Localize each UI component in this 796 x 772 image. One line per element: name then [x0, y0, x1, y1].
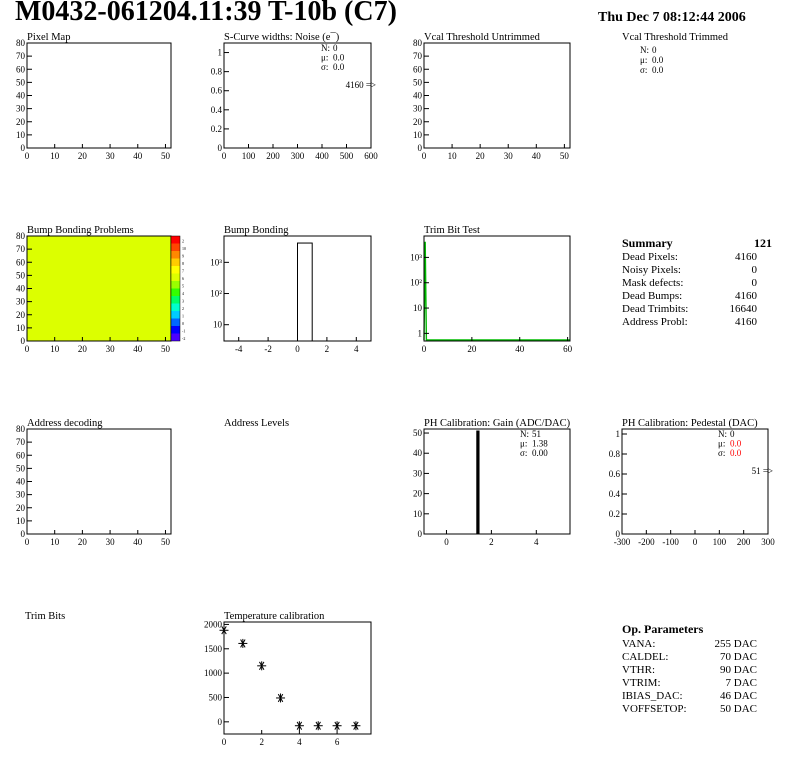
- ph-gain-ytick-label: 30: [413, 468, 422, 479]
- temperature-calibration-title: Temperature calibration: [224, 611, 325, 622]
- ph-gain-xtick-label: 0: [444, 537, 449, 547]
- ph-pedestal-ytick-label: 1: [615, 429, 620, 439]
- op-param-row: [622, 638, 757, 650]
- scurve-noise-stat-value: 0: [333, 43, 338, 53]
- ph-pedestal-xtick-label: -100: [662, 537, 679, 547]
- bump-problems-palette-label: 9: [182, 253, 184, 259]
- scurve-noise-xtick-label: 100: [241, 151, 256, 161]
- bump-problems-ytick-label: 70: [16, 244, 25, 255]
- vcal-untrimmed-ytick-label: 30: [413, 103, 422, 114]
- summary-label: Mask defects:: [622, 277, 684, 289]
- address-decoding-xtick-label: 20: [77, 537, 87, 547]
- summary-total: 121: [754, 236, 772, 250]
- bump-problems-ytick-label: 10: [16, 322, 25, 333]
- bump-problems-palette-cell: [171, 334, 180, 342]
- bump-problems-palette-label: 2: [182, 238, 184, 244]
- ph-pedestal-stat-label: μ:: [718, 438, 726, 449]
- vcal-untrimmed-ytick-label: 10: [413, 129, 422, 140]
- ph-pedestal-ytick-label: 0.8: [608, 449, 620, 459]
- temperature-calibration-point: [314, 721, 323, 730]
- bump-problems-xtick-label: 50: [160, 344, 170, 354]
- temperature-calibration-ytick-label: 500: [208, 692, 222, 703]
- address-decoding-ytick-label: 40: [16, 476, 25, 487]
- ph-gain-title: PH Calibration: Gain (ADC/DAC): [424, 418, 571, 429]
- summary-label: Dead Pixels:: [622, 251, 678, 263]
- vcal-untrimmed-xtick-label: 10: [447, 151, 457, 161]
- trim-bit-test-xtick-label: 40: [515, 344, 525, 354]
- bump-problems-fill: [27, 236, 171, 341]
- temperature-calibration-ytick-label: 1500: [204, 643, 222, 654]
- ph-pedestal-xtick-label: 300: [761, 537, 775, 547]
- vcal-untrimmed-xtick-label: 20: [475, 151, 485, 161]
- bump-problems-palette-label: -1: [182, 328, 186, 334]
- pixel-map-xtick-label: 20: [77, 151, 87, 161]
- bump-problems-palette-cell: [171, 244, 180, 252]
- bump-problems-ytick-label: 30: [16, 296, 25, 307]
- op-param-value: 70 DAC: [720, 651, 757, 663]
- pixel-map-xtick-label: 40: [133, 151, 143, 161]
- bump-bonding-ytick-label: 10: [213, 319, 222, 330]
- bump-problems-palette-cell: [171, 236, 180, 244]
- ph-gain-frame: [424, 429, 570, 534]
- address-decoding-xtick-label: 40: [133, 537, 143, 547]
- bump-problems-palette-cell: [171, 326, 180, 334]
- bump-problems-xtick-label: 20: [77, 344, 87, 354]
- ph-gain-ytick-label: 10: [413, 508, 422, 519]
- ph-gain-xtick-label: 4: [534, 537, 539, 547]
- summary-value: 0: [751, 277, 757, 289]
- bump-problems-xtick-label: 10: [50, 344, 60, 354]
- bump-problems-xtick-label: 40: [133, 344, 143, 354]
- temperature-calibration-point: [351, 721, 360, 730]
- bump-bonding-xtick-label: -2: [264, 344, 272, 354]
- op-param-label: CALDEL:: [622, 651, 669, 663]
- ph-pedestal-stat-value: 0: [730, 429, 735, 439]
- temperature-calibration-point: [276, 693, 285, 702]
- ph-gain-ytick-label: 0: [417, 529, 422, 539]
- bump-problems-palette-cell: [171, 296, 180, 304]
- bump-problems-palette-label: 6: [182, 276, 184, 281]
- bump-problems-palette-label: 1: [182, 313, 184, 319]
- op-param-value: 90 DAC: [720, 664, 757, 676]
- trim-bit-test-ytick-label: 1: [417, 328, 422, 339]
- ph-pedestal-stat-label: N:: [718, 429, 727, 439]
- pixel-map-xtick-label: 30: [105, 151, 115, 161]
- scurve-noise-ytick-label: 0.6: [210, 85, 222, 96]
- ph-gain-ytick-label: 40: [413, 448, 422, 459]
- bump-problems-palette-cell: [171, 274, 180, 282]
- date-stamp: Thu Dec 7 08:12:44 2006: [598, 10, 746, 25]
- trim-bit-test-frame: [424, 236, 570, 341]
- bump-problems-xtick-label: 0: [24, 344, 30, 354]
- bump-problems-ytick-label: 20: [16, 309, 25, 320]
- temperature-calibration-point: [295, 721, 304, 730]
- vcal-trimmed-stat-label: N:: [640, 45, 649, 55]
- bump-problems-palette-label: 2: [182, 306, 184, 311]
- ph-gain-stat-label: μ:: [520, 438, 528, 449]
- summary-value: 4160: [735, 316, 757, 328]
- vcal-trimmed-stat-label: σ:: [640, 65, 648, 75]
- temperature-calibration-ytick-label: 1000: [204, 668, 222, 679]
- pixel-map-ytick-label: 70: [16, 51, 25, 62]
- scurve-noise-ytick-label: 0.4: [210, 104, 222, 115]
- vcal-untrimmed-frame: [424, 43, 570, 148]
- bump-problems-title: Bump Bonding Problems: [27, 225, 134, 236]
- vcal-trimmed-title: Vcal Threshold Trimmed: [622, 32, 728, 43]
- summary-row-dead-pixels: [622, 251, 757, 263]
- summary-row-address-probl: [622, 316, 757, 328]
- summary-row-dead-bumps: [622, 290, 757, 302]
- vcal-trimmed-stat-value: 0.0: [652, 65, 664, 75]
- ph-pedestal-title: PH Calibration: Pedestal (DAC): [622, 418, 758, 429]
- bump-bonding-xtick-label: -4: [234, 344, 243, 354]
- vcal-untrimmed-title: Vcal Threshold Untrimmed: [424, 32, 540, 43]
- ph-pedestal-stat-value: 0.0: [730, 438, 742, 449]
- scurve-noise-ytick-label: 0.2: [210, 123, 222, 134]
- trim-bit-test-xtick-label: 60: [563, 344, 573, 354]
- scurve-noise-frame: [224, 43, 371, 148]
- address-decoding-ytick-label: 60: [16, 450, 25, 461]
- op-param-label: VOFFSETOP:: [622, 703, 687, 715]
- vcal-untrimmed-ytick-label: 60: [413, 64, 422, 75]
- scurve-noise-xtick-label: 600: [364, 151, 378, 161]
- vcal-untrimmed-ytick-label: 50: [413, 77, 422, 88]
- vcal-untrimmed-ytick-label: 40: [413, 90, 422, 101]
- address-decoding-ytick-label: 50: [16, 463, 25, 474]
- summary-value: 16640: [729, 303, 757, 315]
- ph-pedestal-ytick-label: 0: [615, 529, 620, 539]
- bump-problems-palette-label: 7: [182, 268, 184, 274]
- temperature-calibration-point: [238, 639, 247, 648]
- scurve-noise-xtick-label: 300: [290, 151, 305, 161]
- bump-problems-xtick-label: 30: [105, 344, 115, 354]
- trim-bit-test-xtick-label: 0: [421, 344, 427, 354]
- pixel-map-ytick-label: 50: [16, 77, 25, 88]
- op-param-label: VANA:: [622, 638, 656, 650]
- bump-problems-ytick-label: 50: [16, 270, 25, 281]
- vcal-untrimmed-ytick-label: 20: [413, 116, 422, 127]
- bump-bonding-ytick-label: 10³: [210, 257, 222, 268]
- trim-bit-test-ytick-label: 10: [413, 303, 422, 314]
- address-decoding-ytick-label: 30: [16, 489, 25, 500]
- temperature-calibration-xtick-label: 4: [297, 737, 302, 747]
- vcal-untrimmed-xtick-label: 50: [559, 151, 569, 161]
- summary-label: Dead Trimbits:: [622, 303, 689, 315]
- summary-value: 4160: [735, 251, 757, 263]
- ph-pedestal-xtick-label: -300: [613, 537, 631, 547]
- temperature-calibration-ytick-label: 2000: [204, 619, 222, 630]
- pixel-map-title: Pixel Map: [27, 32, 71, 43]
- summary-label: Noisy Pixels:: [622, 264, 681, 276]
- bump-problems-palette-label: 10: [182, 246, 186, 251]
- vcal-untrimmed-xtick-label: 0: [421, 151, 427, 161]
- bump-problems-ytick-label: 40: [16, 283, 25, 294]
- ph-gain-stat-value: 0.00: [532, 448, 548, 458]
- pixel-map-ytick-label: 0: [20, 143, 25, 153]
- op-param-value: 46 DAC: [720, 690, 757, 702]
- summary-header: [622, 236, 772, 251]
- scurve-noise-stat-label: N:: [321, 43, 330, 53]
- temperature-calibration-frame: [224, 622, 371, 734]
- vcal-trimmed-stat-value: 0: [652, 45, 657, 55]
- bump-problems-palette-cell: [171, 281, 180, 289]
- scurve-noise-overflow: 4160 =>: [345, 80, 376, 90]
- trim-bit-test-series-line: [424, 242, 570, 340]
- op-param-row: [622, 690, 757, 702]
- scurve-noise-stat-value: 0.0: [333, 52, 345, 63]
- bump-problems-ytick-label: 0: [20, 336, 25, 346]
- ph-pedestal-ytick-label: 0.6: [608, 469, 620, 479]
- trim-bit-test-title: Trim Bit Test: [424, 225, 480, 236]
- pixel-map-xtick-label: 10: [50, 151, 60, 161]
- ph-pedestal-stat-value: 0.0: [730, 448, 742, 458]
- vcal-untrimmed-ytick-label: 70: [413, 51, 422, 62]
- bump-bonding-title: Bump Bonding: [224, 225, 289, 236]
- op-parameters-title: Op. Parameters: [622, 622, 704, 636]
- scurve-noise-stat-label: μ:: [321, 52, 329, 63]
- ph-gain-stat-value: 1.38: [532, 438, 548, 449]
- op-param-label: VTRIM:: [622, 677, 661, 689]
- ph-gain-ytick-label: 50: [413, 428, 422, 439]
- scurve-noise-xtick-label: 0: [221, 151, 227, 161]
- summary-value: 4160: [735, 290, 757, 302]
- vcal-trimmed-stat-label: μ:: [640, 55, 648, 65]
- trim-bit-test-ytick-label: 10³: [410, 252, 422, 263]
- op-param-row: [622, 664, 757, 676]
- address-levels-title: Address Levels: [224, 418, 290, 429]
- ph-pedestal-stat-label: σ:: [718, 448, 726, 458]
- bump-problems-ytick-label: 60: [16, 257, 25, 268]
- scurve-noise-ytick-label: 0.8: [210, 66, 222, 77]
- scurve-noise-xtick-label: 500: [339, 151, 354, 161]
- bump-problems-palette-cell: [171, 319, 180, 327]
- temperature-calibration-xtick-label: 0: [221, 737, 227, 747]
- bump-problems-palette-cell: [171, 289, 180, 297]
- vcal-untrimmed-ytick-label: 0: [417, 143, 422, 153]
- address-decoding-xtick-label: 10: [50, 537, 60, 547]
- bump-bonding-bar: [298, 243, 313, 341]
- op-param-label: IBIAS_DAC:: [622, 690, 683, 702]
- address-decoding-ytick-label: 0: [20, 529, 25, 539]
- temperature-calibration-xtick-label: 6: [334, 737, 340, 747]
- pixel-map-ytick-label: 10: [16, 129, 25, 140]
- scurve-noise-xtick-label: 400: [315, 151, 329, 161]
- bump-problems-palette-label: 5: [182, 283, 184, 289]
- address-decoding-frame: [27, 429, 171, 534]
- trim-bit-test-xtick-label: 20: [467, 344, 477, 354]
- summary-title: Summary: [622, 236, 673, 250]
- bump-bonding-xtick-label: 4: [354, 344, 359, 354]
- pixel-map-ytick-label: 60: [16, 64, 25, 75]
- pixel-map-ytick-label: 80: [16, 38, 25, 48]
- summary-row-noisy-pixels: [622, 264, 757, 276]
- pixel-map-ytick-label: 40: [16, 90, 25, 101]
- bump-bonding-ytick-label: 10²: [210, 288, 222, 299]
- op-param-row: [622, 703, 757, 715]
- bump-problems-palette-cell: [171, 266, 180, 274]
- bump-problems-palette-label: 3: [182, 298, 184, 304]
- ph-gain-stat-value: 51: [532, 429, 541, 439]
- summary-label: Address Probl:: [622, 316, 688, 328]
- summary-row-dead-trimbits: [622, 303, 757, 315]
- temperature-calibration-ytick-label: 0: [217, 716, 222, 727]
- scurve-noise-ytick-label: 0: [217, 143, 222, 153]
- bump-problems-palette-cell: [171, 259, 180, 267]
- page-title: M0432-061204.11:39 T-10b (C7): [15, 0, 397, 27]
- address-decoding-title: Address decoding: [27, 418, 103, 429]
- pixel-map-xtick-label: 50: [160, 151, 170, 161]
- op-param-value: 255 DAC: [714, 638, 757, 650]
- address-decoding-ytick-label: 10: [16, 515, 25, 526]
- ph-gain-stat-label: σ:: [520, 448, 528, 458]
- scurve-noise-xtick-label: 200: [266, 151, 280, 161]
- address-decoding-xtick-label: 30: [105, 537, 115, 547]
- ph-gain-stat-label: N:: [520, 429, 529, 439]
- bump-problems-palette-label: 8: [182, 261, 184, 266]
- bump-bonding-xtick-label: 2: [324, 344, 330, 354]
- pixel-map-frame: [27, 43, 171, 148]
- bump-problems-palette-cell: [171, 304, 180, 312]
- temperature-calibration-point: [257, 661, 266, 670]
- op-param-value: 7 DAC: [725, 677, 757, 689]
- scurve-noise-ytick-label: 1: [217, 47, 222, 58]
- op-param-value: 50 DAC: [720, 703, 757, 715]
- op-param-label: VTHR:: [622, 664, 655, 676]
- ph-pedestal-xtick-label: 100: [712, 537, 727, 547]
- summary-label: Dead Bumps:: [622, 290, 683, 302]
- ph-gain-ytick-label: 20: [413, 488, 422, 499]
- bump-problems-ytick-label: 80: [16, 231, 25, 241]
- ph-pedestal-ytick-label: 0.2: [608, 509, 620, 519]
- ph-pedestal-xtick-label: 200: [736, 537, 751, 547]
- vcal-untrimmed-xtick-label: 30: [503, 151, 513, 161]
- ph-pedestal-xtick-label: 0: [692, 537, 698, 547]
- trim-bits-title: Trim Bits: [25, 611, 66, 622]
- bump-problems-palette-label: -2: [182, 336, 186, 341]
- temperature-calibration-xtick-label: 2: [259, 737, 264, 747]
- vcal-trimmed-stat-value: 0.0: [652, 55, 664, 65]
- ph-gain-bar: [477, 431, 479, 534]
- pixel-map-ytick-label: 30: [16, 103, 25, 114]
- ph-gain-xtick-label: 2: [489, 537, 494, 547]
- summary-row-mask-defects: [622, 277, 757, 289]
- bump-problems-palette-cell: [171, 251, 180, 259]
- address-decoding-ytick-label: 20: [16, 502, 25, 513]
- ph-pedestal-ytick-label: 0.4: [608, 489, 620, 499]
- ph-pedestal-frame: [622, 429, 768, 534]
- temperature-calibration-point: [333, 721, 342, 730]
- bump-problems-palette-label: 0: [182, 321, 184, 326]
- op-param-row: [622, 677, 757, 689]
- pixel-map-xtick-label: 0: [24, 151, 30, 161]
- scurve-noise-title: S-Curve widths: Noise (e¯): [224, 32, 340, 43]
- vcal-untrimmed-xtick-label: 40: [531, 151, 541, 161]
- bump-problems-palette-label: 4: [182, 291, 184, 296]
- address-decoding-ytick-label: 80: [16, 424, 25, 434]
- scurve-noise-stat-value: 0.0: [333, 62, 345, 72]
- trim-bit-test-ytick-label: 10²: [410, 277, 422, 288]
- address-decoding-xtick-label: 0: [24, 537, 30, 547]
- bump-problems-palette-cell: [171, 311, 180, 319]
- address-decoding-ytick-label: 70: [16, 437, 25, 448]
- vcal-untrimmed-ytick-label: 80: [413, 38, 422, 48]
- summary-value: 0: [751, 264, 757, 276]
- ph-pedestal-overflow: 51 =>: [751, 466, 773, 476]
- address-decoding-xtick-label: 50: [160, 537, 170, 547]
- pixel-map-ytick-label: 20: [16, 116, 25, 127]
- op-param-row: [622, 651, 757, 663]
- bump-bonding-xtick-label: 0: [295, 344, 300, 354]
- scurve-noise-stat-label: σ:: [321, 62, 329, 72]
- ph-pedestal-xtick-label: -200: [638, 537, 655, 547]
